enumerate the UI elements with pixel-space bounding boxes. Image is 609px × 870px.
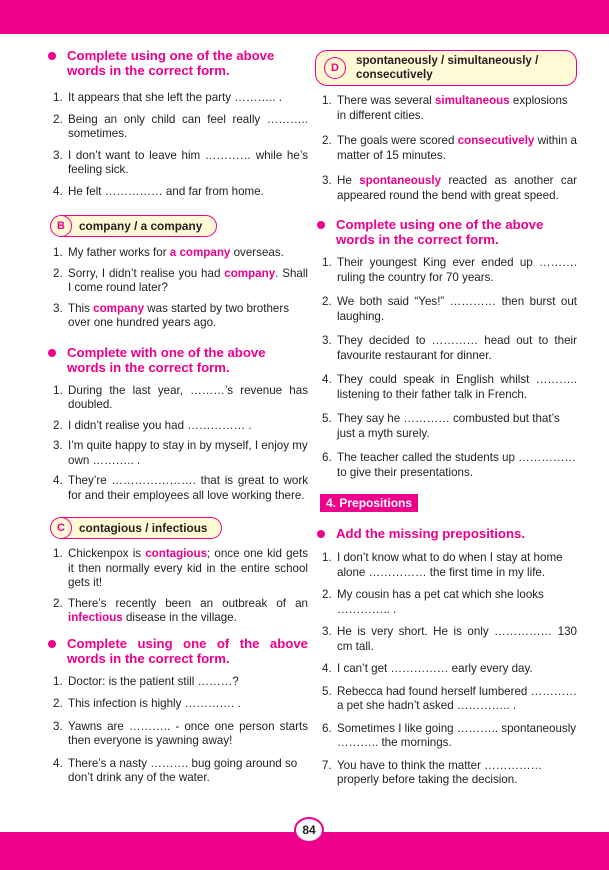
list-item: 3. I don’t want to leave him ………… while he’s feeling sick. xyxy=(53,148,308,176)
list-item: 4. There’s a nasty ………. bug going around so don’t drink any of the water. xyxy=(53,756,298,784)
list-item: 2. Sorry, I didn’t realise you had company. Shall I come round later? xyxy=(53,266,308,294)
list-item: 3. He spontaneously reacted as another car appeared round the bend with great speed. xyxy=(322,174,578,202)
exercise-a-list xyxy=(46,91,308,199)
list-item: 1. Chickenpox is contagious; once one kid gets it then normally every kid in the entire school gets it! xyxy=(53,547,308,589)
list-item: 4. I can’t get …………… early every day. xyxy=(322,662,533,675)
list-item: 1. There was several simultaneous explosions in different cities. xyxy=(322,94,568,122)
list-item: 1. It appears that she left the party ……….. . xyxy=(53,91,282,104)
list-item: 1. Doctor: is the patient still ………? xyxy=(53,674,239,688)
word-pair-tag-c: C contagious / infectious xyxy=(52,517,222,539)
list-item: 7. You have to think the matter …………… properly before taking the decision. xyxy=(322,758,543,786)
exercise-heading-a: Complete using one of the above words in the correct form. xyxy=(46,48,308,78)
list-item: 2. We both said “Yes!” ………… then burst out laughing. xyxy=(322,295,577,323)
word-group-tag-d: D spontaneously / simultaneously / consecutively xyxy=(315,50,577,86)
prepositions-list xyxy=(315,551,577,788)
list-item: 3. I’m quite happy to stay in by myself, I enjoy my own ……….. . xyxy=(53,439,308,467)
exercise-b-list xyxy=(46,384,308,504)
right-column xyxy=(315,50,577,788)
list-item: 2. Being an only child can feel really ……….. sometimes. xyxy=(53,112,308,140)
tag-b-wrap xyxy=(46,215,308,237)
bullet-icon xyxy=(48,349,56,357)
left-column xyxy=(46,44,308,786)
bullet-icon xyxy=(317,530,325,538)
list-item: 5. Rebecca had found herself lumbered ………… a pet she hadn’t asked ………….. . xyxy=(322,684,577,712)
list-item: 3. This company was started by two brothers over one hundred years ago. xyxy=(53,301,290,329)
list-item: 1. My father works for a company overseas. xyxy=(53,246,284,259)
section-letter-d: D xyxy=(324,57,346,79)
list-item: 4. They could speak in English whilst ……….. listening to their father talk in French. xyxy=(322,373,577,401)
example-d-list xyxy=(315,94,577,203)
list-item: 4. He felt …………… and far from home. xyxy=(53,184,264,198)
list-item: 6. The teacher called the students up …………… to give their presentations. xyxy=(322,451,577,479)
list-item: 2. The goals were scored consecutively within a matter of 15 minutes. xyxy=(322,134,577,162)
list-item: 2. There’s recently been an outbreak of an infectious disease in the village. xyxy=(53,596,308,624)
exercise-heading-b: Complete with one of the above words in the correct form. xyxy=(46,345,308,375)
list-item: 4. They’re …………………. that is great to work for and their employees all love working there. xyxy=(53,474,308,502)
exercise-d-list xyxy=(315,256,577,480)
list-item: 1. During the last year, ………’s revenue has doubled. xyxy=(53,383,308,411)
section-title: 4. Prepositions xyxy=(320,494,418,512)
list-item: 1. I don’t know what to do when I stay at home alone …………… the first time in my life. xyxy=(322,551,563,579)
page-number: 84 xyxy=(294,817,324,843)
list-item: 2. My cousin has a pet cat which she looks ………….. . xyxy=(322,588,544,616)
section-letter-c: C xyxy=(50,517,72,539)
exercise-c-list xyxy=(46,675,308,786)
section-letter-b: B xyxy=(50,215,72,237)
list-item: 1. Their youngest King ever ended up ………. ruling the country for 70 years. xyxy=(322,256,577,284)
exercise-heading-c: Complete using one of the above words in the correct form. xyxy=(46,636,308,666)
bullet-icon xyxy=(48,52,56,60)
exercise-heading-prepositions: Add the missing prepositions. xyxy=(315,526,577,541)
list-item: 3. Yawns are ……….. - once one person starts then everyone is yawning away! xyxy=(53,719,308,747)
bullet-icon xyxy=(317,221,325,229)
list-item: 3. They decided to ………… head out to their favourite restaurant for dinner. xyxy=(322,334,577,362)
exercise-heading-d: Complete using one of the above words in the correct form. xyxy=(315,217,577,247)
section-title-wrap xyxy=(315,494,577,512)
bullet-icon xyxy=(48,640,56,648)
tag-c-wrap xyxy=(46,517,308,539)
list-item: 3. He is very short. He is only …………… 130 cm tall. xyxy=(322,625,577,653)
word-pair-tag-b: B company / a company xyxy=(52,215,217,237)
top-banner xyxy=(0,0,609,34)
list-item: 6. Sometimes I like going ……….. spontaneously ……….. the mornings. xyxy=(322,721,577,749)
list-item: 2. This infection is highly …………. . xyxy=(53,697,241,710)
example-c-list xyxy=(46,547,308,626)
list-item: 5. They say he ………… combusted but that’s just a myth surely. xyxy=(322,412,560,440)
example-b-list xyxy=(46,246,308,331)
list-item: 2. I didn’t realise you had …………… . xyxy=(53,418,252,432)
